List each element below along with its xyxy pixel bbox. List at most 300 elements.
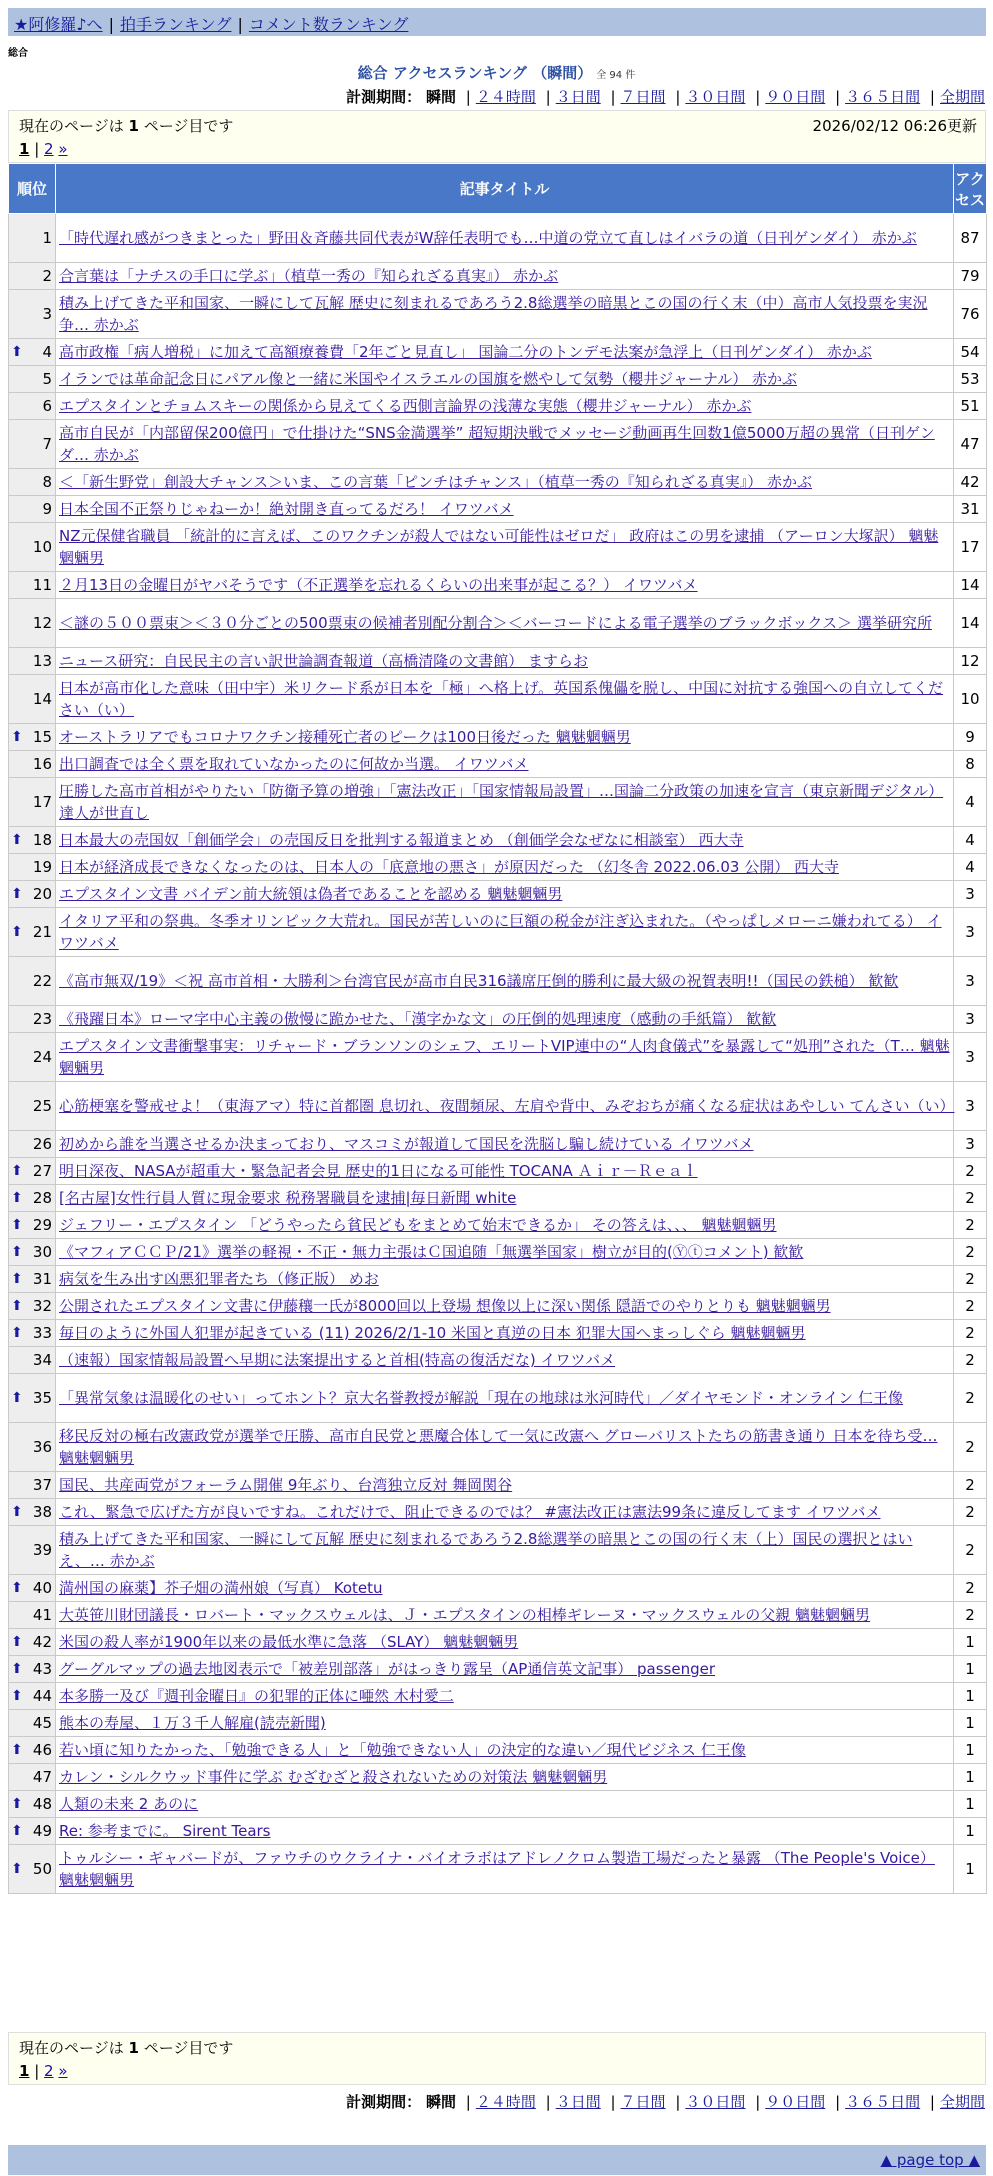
rank-cell bbox=[9, 1320, 56, 1347]
rank-number: 18 bbox=[32, 831, 52, 849]
access-count: 76 bbox=[954, 290, 987, 339]
header-access: アクセス bbox=[954, 164, 987, 214]
rank-number: 20 bbox=[32, 885, 52, 903]
table-row bbox=[9, 469, 987, 496]
title-cell bbox=[56, 1212, 954, 1239]
article-title-link[interactable]: エプスタイン文書 バイデン前大統領は偽者であることを認める 魑魅魍魎男 bbox=[59, 885, 563, 903]
rank-cell bbox=[9, 1423, 56, 1472]
table-row bbox=[9, 1818, 987, 1845]
rank-number: 5 bbox=[42, 370, 52, 388]
header-title: 記事タイトル bbox=[56, 164, 954, 214]
rank-cell bbox=[9, 675, 56, 724]
page-number: 1 bbox=[128, 117, 139, 135]
access-count: 42 bbox=[954, 469, 987, 496]
rank-cell bbox=[9, 648, 56, 675]
rank-number: 12 bbox=[32, 614, 52, 632]
table-row bbox=[9, 523, 987, 572]
access-count: 1 bbox=[954, 1683, 987, 1710]
rank-number: 39 bbox=[32, 1541, 52, 1559]
table-row bbox=[9, 572, 987, 599]
period-90d-link-bottom[interactable]: ９０日間 bbox=[765, 2093, 826, 2111]
article-title-link[interactable]: ＜謎の５００票束＞＜３０分ごとの500票束の候補者別配分割合＞＜バーコードによる電子選挙のブラックボックス＞ 選挙研究所 bbox=[59, 614, 932, 632]
total-count: 全 94 件 bbox=[596, 70, 636, 81]
table-row bbox=[9, 214, 987, 263]
period-90d-link[interactable]: ９０日間 bbox=[765, 88, 826, 106]
article-title-link[interactable]: 初めから誰を当選させるか決まっており、マスコミが報道して国民を洗脳し騙し続けている イワツバメ bbox=[59, 1135, 754, 1153]
applause-ranking-link[interactable]: 拍手ランキング bbox=[119, 15, 232, 34]
rank-number: 36 bbox=[32, 1438, 52, 1456]
title-cell bbox=[56, 827, 954, 854]
rank-cell bbox=[9, 1158, 56, 1185]
rank-number: 41 bbox=[32, 1606, 52, 1624]
period-7d-link[interactable]: ７日間 bbox=[620, 88, 666, 106]
article-title-link[interactable]: 本多勝一及び『週刊金曜日』の犯罪的正体に唖然 木村愛二 bbox=[59, 1687, 454, 1705]
rank-number: 24 bbox=[32, 1048, 52, 1066]
access-count: 3 bbox=[954, 908, 987, 957]
article-title-link[interactable]: 若い頃に知りたかった、「勉強できる人」と「勉強できない人」の決定的な違い／現代ビジネス 仁王像 bbox=[59, 1741, 746, 1759]
table-row bbox=[9, 1845, 987, 1894]
table-row bbox=[9, 1683, 987, 1710]
table-row bbox=[9, 751, 987, 778]
article-title-link[interactable]: 「異常気象は温暖化のせい」ってホント？京大名誉教授が解説「現在の地球は氷河時代」／ダイヤモンド・オンライン 仁王像 bbox=[59, 1389, 904, 1407]
rank-number: 17 bbox=[32, 793, 52, 811]
bottom-bar bbox=[8, 2145, 986, 2175]
rank-up-arrow-icon: ⬆ bbox=[11, 1861, 23, 1877]
rank-number: 28 bbox=[32, 1189, 52, 1207]
access-count: 1 bbox=[954, 1818, 987, 1845]
access-count: 1 bbox=[954, 1629, 987, 1656]
rank-cell bbox=[9, 1656, 56, 1683]
table-row bbox=[9, 496, 987, 523]
rank-number: 23 bbox=[32, 1010, 52, 1028]
rank-cell bbox=[9, 881, 56, 908]
title-cell bbox=[56, 290, 954, 339]
article-title-link[interactable]: 日本が高市化した意味（田中宇）米リクード系が日本を「極」へ格上げ。英国系傀儡を脱し、中国に対抗する強国への自立してください（い） bbox=[59, 679, 944, 719]
page-info-bottom bbox=[8, 2032, 986, 2085]
access-count: 2 bbox=[954, 1239, 987, 1266]
title-cell bbox=[56, 1526, 954, 1575]
rank-cell bbox=[9, 339, 56, 366]
rank-number: 29 bbox=[32, 1216, 52, 1234]
access-count: 2 bbox=[954, 1575, 987, 1602]
title-cell bbox=[56, 599, 954, 648]
rank-cell bbox=[9, 827, 56, 854]
rank-number: 43 bbox=[32, 1660, 52, 1678]
access-count: 14 bbox=[954, 599, 987, 648]
table-row bbox=[9, 1656, 987, 1683]
article-title-link[interactable]: 《マフィアＣＣＰ/21》選挙の軽視・不正・無力主張はＣ国追随「無選挙国家」樹立が目的(Ⓨⓣコメント) 歓歓 bbox=[59, 1243, 804, 1261]
table-row bbox=[9, 420, 987, 469]
access-count: 3 bbox=[954, 1082, 987, 1131]
title-cell bbox=[56, 420, 954, 469]
rank-up-arrow-icon: ⬆ bbox=[11, 1390, 23, 1406]
article-title-link[interactable]: 毎日のように外国人犯罪が起きている (11) 2026/2/1-10 米国と真逆の日本 犯罪大国へまっしぐら 魑魅魍魎男 bbox=[59, 1324, 806, 1342]
access-count: 3 bbox=[954, 957, 987, 1006]
article-title-link[interactable]: 《飛躍日本》ローマ字中心主義の傲慢に跪かせた、「漢字かな文」の圧倒的処理速度（感動の手紙篇） 歓歓 bbox=[59, 1010, 777, 1028]
period-current: 瞬間 bbox=[425, 88, 456, 106]
rank-number: 40 bbox=[32, 1579, 52, 1597]
ranking-table bbox=[8, 163, 987, 1894]
article-title-link[interactable]: エプスタインとチョムスキーの関係から見えてくる西側言論界の浅薄な実態（櫻井ジャーナル） 赤かぶ bbox=[59, 397, 752, 415]
page-title bbox=[0, 62, 993, 83]
article-title-link[interactable]: ２月13日の金曜日がヤバそうです（不正選挙を忘れるくらいの出来事が起こる？） イワツバメ bbox=[59, 576, 698, 594]
access-count: 2 bbox=[954, 1499, 987, 1526]
rank-cell bbox=[9, 778, 56, 827]
title-cell bbox=[56, 778, 954, 827]
access-count: 2 bbox=[954, 1320, 987, 1347]
article-title-link[interactable]: オーストラリアでもコロナワクチン接種死亡者のピークは100日後だった 魑魅魍魎男 bbox=[59, 728, 631, 746]
rank-cell bbox=[9, 1472, 56, 1499]
title-cell bbox=[56, 1374, 954, 1423]
article-title-link[interactable]: 国民、共産両党がフォーラム開催 9年ぶり、台湾独立反対 舞岡関谷 bbox=[59, 1476, 513, 1494]
rank-number: 14 bbox=[32, 690, 52, 708]
rank-number: 31 bbox=[32, 1270, 52, 1288]
rank-up-arrow-icon: ⬆ bbox=[11, 1823, 23, 1839]
table-row bbox=[9, 881, 987, 908]
rank-number: 37 bbox=[32, 1476, 52, 1494]
article-title-link[interactable]: 満州国の麻薬】芥子畑の満州娘（写真） Kotetu bbox=[59, 1579, 383, 1597]
rank-up-arrow-icon: ⬆ bbox=[11, 886, 23, 902]
period-365d-link[interactable]: ３６５日間 bbox=[845, 88, 921, 106]
rank-cell bbox=[9, 1629, 56, 1656]
article-title-link[interactable]: 積み上げてきた平和国家、一瞬にして瓦解 歴史に刻まれるであろう2.8総選挙の暗黒とこの国の行く末（中）高市人気投票を実況争… 赤かぶ bbox=[59, 294, 928, 334]
article-title-link[interactable]: 大英笹川財団議長・ロバート・マックスウェルは、Ｊ・エプスタインの相棒ギレーヌ・マックスウェルの父親 魑魅魍魎男 bbox=[59, 1606, 871, 1624]
article-title-link[interactable]: 明日深夜、NASAが超重大・緊急記者会見 歴史的1日になる可能性 TOCANA Ａｉｒ－Ｒｅａｌ bbox=[59, 1162, 698, 1180]
title-cell bbox=[56, 648, 954, 675]
table-row bbox=[9, 1737, 987, 1764]
rank-up-arrow-icon: ⬆ bbox=[11, 1163, 23, 1179]
table-row bbox=[9, 1320, 987, 1347]
access-count: 79 bbox=[954, 263, 987, 290]
access-count: 51 bbox=[954, 393, 987, 420]
access-count: 2 bbox=[954, 1185, 987, 1212]
access-count: 1 bbox=[954, 1845, 987, 1894]
rank-number: 19 bbox=[32, 858, 52, 876]
table-row bbox=[9, 1239, 987, 1266]
title-cell bbox=[56, 1499, 954, 1526]
rank-number: 10 bbox=[32, 538, 52, 556]
article-title-link[interactable]: NZ元保健省職員 「統計的に言えば、このワクチンが殺人ではない可能性はゼロだ」 政府はこの男を逮捕 （アーロン大塚訳） 魑魅魍魎男 bbox=[59, 527, 939, 567]
period-24h-link[interactable]: ２４時間 bbox=[475, 88, 536, 106]
period-3d-link-bottom[interactable]: ３日間 bbox=[555, 2093, 601, 2111]
article-title-link[interactable]: 心筋梗塞を警戒せよ！（東海アマ）特に首都圏 息切れ、夜間頻尿、左肩や背中、みぞおちが痛くなる症状はあやしい てんさい（い） bbox=[59, 1097, 955, 1115]
header-rank: 順位 bbox=[9, 164, 56, 214]
title-cell bbox=[56, 1006, 954, 1033]
rank-cell bbox=[9, 1082, 56, 1131]
title-cell bbox=[56, 214, 954, 263]
rank-number: 6 bbox=[42, 397, 52, 415]
rank-number: 50 bbox=[32, 1860, 52, 1878]
table-row bbox=[9, 1710, 987, 1737]
rank-up-arrow-icon: ⬆ bbox=[11, 1244, 23, 1260]
table-row bbox=[9, 908, 987, 957]
article-title-link[interactable]: 日本が経済成長できなくなったのは、日本人の「底意地の悪さ」が原因だった （幻冬舎 2022.06.03 公開） 西大寺 bbox=[59, 858, 839, 876]
rank-cell bbox=[9, 1710, 56, 1737]
rank-up-arrow-icon: ⬆ bbox=[11, 344, 23, 360]
article-title-link[interactable]: 人類の未来 2 あのに bbox=[59, 1795, 199, 1813]
rank-number: 26 bbox=[32, 1135, 52, 1153]
table-row bbox=[9, 1185, 987, 1212]
access-count: 2 bbox=[954, 1347, 987, 1374]
article-title-link[interactable]: 合言葉は「ナチスの手口に学ぶ」（植草一秀の『知られざる真実』） 赤かぶ bbox=[59, 267, 559, 285]
rank-cell bbox=[9, 1602, 56, 1629]
period-365d-link-bottom[interactable]: ３６５日間 bbox=[845, 2093, 921, 2111]
pager-next-arrow-bottom[interactable]: » bbox=[58, 2062, 68, 2080]
article-title-link[interactable]: ニュース研究：自民民主の言い訳世論調査報道（高橋清隆の文書館） ますらお bbox=[59, 652, 589, 670]
article-title-link[interactable]: Re: 参考までに。 Sirent Tears bbox=[59, 1822, 271, 1840]
period-3d-link[interactable]: ３日間 bbox=[555, 88, 601, 106]
updated-timestamp: 2026/02/12 06:26更新 bbox=[812, 117, 977, 135]
rank-cell bbox=[9, 1683, 56, 1710]
table-row bbox=[9, 1374, 987, 1423]
rank-cell bbox=[9, 751, 56, 778]
access-count: 2 bbox=[954, 1602, 987, 1629]
rank-number: 22 bbox=[32, 972, 52, 990]
rank-up-arrow-icon: ⬆ bbox=[11, 1796, 23, 1812]
title-cell bbox=[56, 908, 954, 957]
access-count: 2 bbox=[954, 1526, 987, 1575]
title-cell bbox=[56, 469, 954, 496]
page-top-link[interactable]: ▲ page top ▲ bbox=[880, 2151, 980, 2169]
rank-number: 46 bbox=[32, 1741, 52, 1759]
article-title-link[interactable]: 《高市無双/19》＜祝 高市首相・大勝利＞台湾官民が高市自民316議席圧倒的勝利に最大級の祝賀表明!!（国民の鉄槌） 歓歓 bbox=[59, 972, 899, 990]
article-title-link[interactable]: 公開されたエプスタイン文書に伊藤穰一氏が8000回以上登場 想像以上に深い関係 隠語でのやりとりも 魑魅魍魎男 bbox=[59, 1297, 831, 1315]
title-cell bbox=[56, 1423, 954, 1472]
title-cell bbox=[56, 1033, 954, 1082]
rank-number: 3 bbox=[42, 305, 52, 323]
rank-cell bbox=[9, 214, 56, 263]
title-cell bbox=[56, 724, 954, 751]
table-row bbox=[9, 1212, 987, 1239]
title-cell bbox=[56, 496, 954, 523]
access-count: 10 bbox=[954, 675, 987, 724]
access-count: 2 bbox=[954, 1472, 987, 1499]
rank-cell bbox=[9, 1006, 56, 1033]
table-row bbox=[9, 1629, 987, 1656]
rank-cell bbox=[9, 1185, 56, 1212]
article-title-link[interactable]: 病気を生み出す凶悪犯罪者たち（修正版） めお bbox=[59, 1270, 379, 1288]
pager-page-2-bottom[interactable]: 2 bbox=[44, 2062, 54, 2080]
title-cell bbox=[56, 1239, 954, 1266]
rank-up-arrow-icon: ⬆ bbox=[11, 1298, 23, 1314]
title-cell bbox=[56, 1629, 954, 1656]
rank-cell bbox=[9, 957, 56, 1006]
rank-cell bbox=[9, 1033, 56, 1082]
article-title-link[interactable]: エプスタイン文書衝撃事実：リチャード・ブランソンのシェフ、エリートVIP連中の“人肉食儀式”を暴露して“処刑”された（T… 魑魅魍魎男 bbox=[59, 1037, 950, 1077]
title-cell bbox=[56, 1472, 954, 1499]
period-all-link[interactable]: 全期間 bbox=[939, 88, 985, 106]
access-count: 54 bbox=[954, 339, 987, 366]
period-24h-link-bottom[interactable]: ２４時間 bbox=[475, 2093, 536, 2111]
article-title-link[interactable]: 熊本の寿屋、１万３千人解雇(読売新聞) bbox=[59, 1714, 326, 1732]
article-title-link[interactable]: これ、緊急で広げた方が良いですね。これだけで、阻止できるのでは？ #憲法改正は憲法99条に違反してます イワツバメ bbox=[59, 1503, 881, 1521]
rank-number: 11 bbox=[32, 576, 52, 594]
rank-up-arrow-icon: ⬆ bbox=[11, 1688, 23, 1704]
title-cell bbox=[56, 854, 954, 881]
article-title-link[interactable]: 「時代遅れ感がつきまとった」野田＆斉藤共同代表がW辞任表明でも…中道の党立て直しはイバラの道（日刊ゲンダイ） 赤かぶ bbox=[59, 229, 917, 247]
article-title-link[interactable]: カレン・シルクウッド事件に学ぶ むざむざと殺されないための対策法 魑魅魍魎男 bbox=[59, 1768, 608, 1786]
rank-up-arrow-icon: ⬆ bbox=[11, 1271, 23, 1287]
rank-cell bbox=[9, 1575, 56, 1602]
top-nav-bar: ★阿修羅♪へ | 拍手ランキング | コメント数ランキング bbox=[8, 8, 986, 36]
table-row bbox=[9, 1082, 987, 1131]
table-row bbox=[9, 1033, 987, 1082]
access-count: 87 bbox=[954, 214, 987, 263]
rank-number: 32 bbox=[32, 1297, 52, 1315]
title-cell bbox=[56, 1791, 954, 1818]
rank-cell bbox=[9, 290, 56, 339]
period-30d-link-bottom[interactable]: ３０日間 bbox=[685, 2093, 746, 2111]
rank-number: 48 bbox=[32, 1795, 52, 1813]
pager-next-arrow[interactable]: » bbox=[58, 140, 68, 158]
title-cell bbox=[56, 1764, 954, 1791]
rank-number: 49 bbox=[32, 1822, 52, 1840]
table-row bbox=[9, 290, 987, 339]
table-row bbox=[9, 366, 987, 393]
title-cell bbox=[56, 339, 954, 366]
rank-cell bbox=[9, 1764, 56, 1791]
article-title-link[interactable]: （速報）国家情報局設置へ早期に法案提出すると首相(特高の復活だな) イワツバメ bbox=[59, 1351, 616, 1369]
article-title-link[interactable]: イランでは革命記念日にパアル像と一緒に米国やイスラエルの国旗を燃やして気勢（櫻井ジャーナル） 赤かぶ bbox=[59, 370, 797, 388]
rank-cell bbox=[9, 263, 56, 290]
rank-up-arrow-icon: ⬆ bbox=[11, 729, 23, 745]
rank-number: 38 bbox=[32, 1503, 52, 1521]
rank-number: 13 bbox=[32, 652, 52, 670]
article-title-link[interactable]: 日本全国不正祭りじゃねーか！絶対開き直ってるだろ！ イワツバメ bbox=[59, 500, 514, 518]
access-count: 4 bbox=[954, 827, 987, 854]
access-count: 14 bbox=[954, 572, 987, 599]
article-title-link[interactable]: 日本最大の売国奴「創価学会」の売国反日を批判する報道まとめ （創価学会なぜなに相談室） 西大寺 bbox=[59, 831, 744, 849]
rank-cell bbox=[9, 1499, 56, 1526]
table-row bbox=[9, 1266, 987, 1293]
rank-up-arrow-icon: ⬆ bbox=[11, 1504, 23, 1520]
title-cell bbox=[56, 366, 954, 393]
access-count: 2 bbox=[954, 1374, 987, 1423]
title-cell bbox=[56, 1575, 954, 1602]
access-count: 1 bbox=[954, 1656, 987, 1683]
rank-number: 33 bbox=[32, 1324, 52, 1342]
article-title-link[interactable]: 移民反対の極右改憲政党が選挙で圧勝、高市自民党と悪魔合体して一気に改憲へ グローバリストたちの筋書き通り 日本を待ち受… 魑魅魍魎男 bbox=[59, 1427, 938, 1467]
table-row bbox=[9, 1158, 987, 1185]
article-title-link[interactable]: グーグルマップの過去地図表示で「被差別部落」がはっきり露呈（AP通信英文記事） passenger bbox=[59, 1660, 716, 1678]
title-cell bbox=[56, 1266, 954, 1293]
rank-number: 2 bbox=[42, 267, 52, 285]
table-row bbox=[9, 339, 987, 366]
rank-number: 34 bbox=[32, 1351, 52, 1369]
article-title-link[interactable]: 高市政権「病人増税」に加えて高額療養費「2年ごと見直し」 国論二分のトンデモ法案が急浮上（日刊ゲンダイ） 赤かぶ bbox=[59, 343, 872, 361]
access-count: 2 bbox=[954, 1423, 987, 1472]
article-title-link[interactable]: 米国の殺人率が1900年以来の最低水準に急落 （SLAY） 魑魅魍魎男 bbox=[59, 1633, 519, 1651]
pager-page-2[interactable]: 2 bbox=[44, 140, 54, 158]
table-row bbox=[9, 724, 987, 751]
rank-number: 25 bbox=[32, 1097, 52, 1115]
pager: 1 | 2 » bbox=[19, 140, 68, 158]
table-row bbox=[9, 1575, 987, 1602]
article-title-link[interactable]: トゥルシー・ギャバードが、ファウチのウクライナ・バイオラボはアドレノクロム製造工場だったと暴露 （The People's Voice） 魑魅魍魎男 bbox=[59, 1849, 935, 1889]
access-count: 2 bbox=[954, 1212, 987, 1239]
article-title-link[interactable]: 積み上げてきた平和国家、一瞬にして瓦解 歴史に刻まれるであろう2.8総選挙の暗黒とこの国の行く末（上）国民の選択とはいえ、… 赤かぶ bbox=[59, 1530, 913, 1570]
rank-number: 45 bbox=[32, 1714, 52, 1732]
article-title-link[interactable]: イタリア平和の祭典。冬季オリンピック大荒れ。国民が苦しいのに巨額の税金が注ぎ込まれた。（やっぱしメローニ嫌われてる） イワツバメ bbox=[59, 912, 942, 952]
period-selector-bottom: 計測期間： 瞬間 | ２４時間 | ３日間 | ７日間 | ３０日間 | ９０日間 | ３６５日間 | 全期間 bbox=[346, 2093, 985, 2111]
table-row bbox=[9, 1499, 987, 1526]
access-count: 12 bbox=[954, 648, 987, 675]
article-title-link[interactable]: 高市自民が「内部留保200億円」で仕掛けた“SNS金満選挙” 超短期決戦でメッセージ動画再生回数1億5000万超の異常（日刊ゲンダ… 赤かぶ bbox=[59, 424, 935, 464]
section-label: 総合 bbox=[8, 48, 28, 59]
rank-number: 16 bbox=[32, 755, 52, 773]
period-30d-link[interactable]: ３０日間 bbox=[685, 88, 746, 106]
rank-number: 8 bbox=[42, 473, 52, 491]
access-count: 2 bbox=[954, 1158, 987, 1185]
rank-cell bbox=[9, 366, 56, 393]
access-count: 4 bbox=[954, 854, 987, 881]
rank-cell bbox=[9, 1239, 56, 1266]
title-cell bbox=[56, 1293, 954, 1320]
rank-cell bbox=[9, 572, 56, 599]
rank-up-arrow-icon: ⬆ bbox=[11, 1190, 23, 1206]
rank-cell bbox=[9, 1293, 56, 1320]
article-title-link[interactable]: ＜「新生野党」創設大チャンス＞いま、この言葉「ピンチはチャンス」（植草一秀の『知られざる真実』） 赤かぶ bbox=[59, 473, 812, 491]
table-row bbox=[9, 1472, 987, 1499]
rank-cell bbox=[9, 1374, 56, 1423]
rank-number: 21 bbox=[32, 923, 52, 941]
table-row bbox=[9, 393, 987, 420]
table-row bbox=[9, 1347, 987, 1374]
access-count: 17 bbox=[954, 523, 987, 572]
rank-number: 47 bbox=[32, 1768, 52, 1786]
access-count: 9 bbox=[954, 724, 987, 751]
rank-number: 30 bbox=[32, 1243, 52, 1261]
rank-up-arrow-icon: ⬆ bbox=[11, 1634, 23, 1650]
rank-cell bbox=[9, 599, 56, 648]
title-cell bbox=[56, 572, 954, 599]
rank-number: 7 bbox=[42, 435, 52, 453]
access-count: 31 bbox=[954, 496, 987, 523]
access-count: 53 bbox=[954, 366, 987, 393]
table-row bbox=[9, 957, 987, 1006]
access-count: 3 bbox=[954, 881, 987, 908]
rank-number: 44 bbox=[32, 1687, 52, 1705]
title-cell bbox=[56, 1737, 954, 1764]
title-cell bbox=[56, 1158, 954, 1185]
article-title-link[interactable]: 圧勝した高市首相がやりたい「防衛予算の増強」「憲法改正」「国家情報局設置」…国論二分政策の加速を宣言（東京新聞デジタル） 達人が世直し bbox=[59, 782, 944, 822]
rank-number: 42 bbox=[32, 1633, 52, 1651]
period-7d-link-bottom[interactable]: ７日間 bbox=[620, 2093, 666, 2111]
rank-number: 9 bbox=[42, 500, 52, 518]
rank-up-arrow-icon: ⬆ bbox=[11, 1217, 23, 1233]
ranking-title: 総合 アクセスランキング （瞬間） bbox=[357, 64, 593, 82]
rank-cell bbox=[9, 854, 56, 881]
article-title-link[interactable]: ジェフリー・エプスタイン 「どうやったら貧民どもをまとめて始末できるか」 その答えは、、、 魑魅魍魎男 bbox=[59, 1216, 777, 1234]
article-title-link[interactable]: [名古屋]女性行員人質に現金要求 税務署職員を逮捕|毎日新聞 white bbox=[59, 1189, 517, 1207]
table-row bbox=[9, 599, 987, 648]
article-title-link[interactable]: 出口調査では全く票を取れていなかったのに何故か当選。 イワツバメ bbox=[59, 755, 529, 773]
access-count: 3 bbox=[954, 1131, 987, 1158]
rank-number: 15 bbox=[32, 728, 52, 746]
asyura-home-link[interactable]: ★阿修羅♪へ bbox=[14, 15, 103, 34]
period-all-link-bottom[interactable]: 全期間 bbox=[939, 2093, 985, 2111]
rank-number: 1 bbox=[42, 229, 52, 247]
title-cell bbox=[56, 957, 954, 1006]
pager-bottom: 1 | 2 » bbox=[19, 2062, 68, 2080]
table-row bbox=[9, 648, 987, 675]
rank-cell bbox=[9, 1347, 56, 1374]
access-count: 47 bbox=[954, 420, 987, 469]
rank-up-arrow-icon: ⬆ bbox=[11, 1580, 23, 1596]
rank-number: 4 bbox=[42, 343, 52, 361]
comment-ranking-link[interactable]: コメント数ランキング bbox=[248, 15, 409, 34]
period-selector-top: 計測期間： 瞬間 | ２４時間 | ３日間 | ７日間 | ３０日間 | ９０日間 | ３６５日間 | 全期間 bbox=[346, 88, 985, 106]
